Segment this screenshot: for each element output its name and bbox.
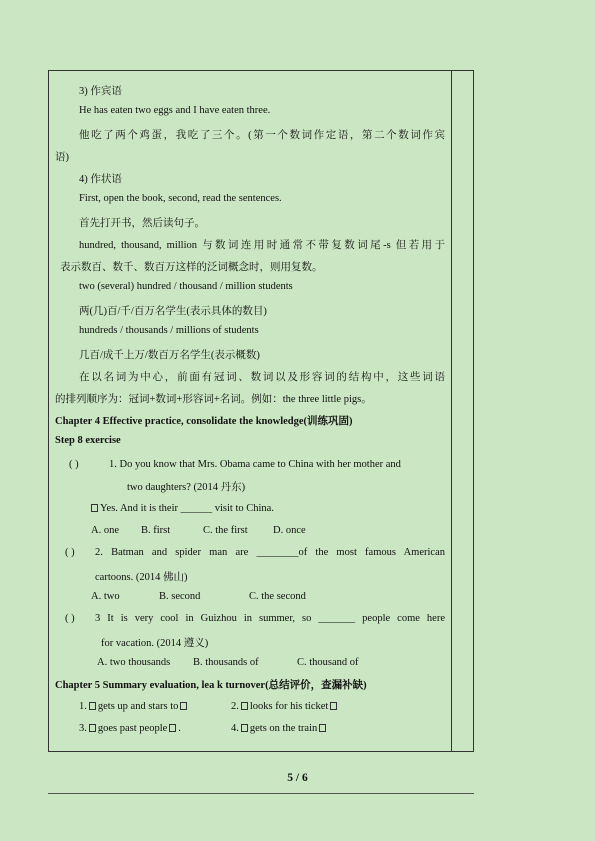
q1-reply: Yes. And it is their ______ visit to China.	[89, 503, 274, 514]
q1-stem-b: two daughters? (2014 丹东)	[127, 482, 246, 493]
step8-heading: Step 8 exercise	[55, 435, 121, 446]
line-15: 的排列顺序为：冠词+数词+形容词+名词。例如：the three little pigs。	[55, 394, 372, 405]
q1-option-b: B. first	[141, 525, 171, 536]
q3-option-a: A. two thousands	[97, 657, 171, 668]
checkbox-icon	[91, 504, 98, 512]
chapter4-heading: Chapter 4 Effective practice, consolidate the knowledge(训练巩固)	[55, 416, 353, 427]
line-11: 两(几)百/千/百万名学生(表示具体的数目)	[79, 306, 267, 317]
checkbox-icon	[319, 724, 326, 732]
line-9: 表示数百、数千、数百万这样的泛词概念时，则用复数。	[60, 262, 323, 273]
line-7: 首先打开书，然后读句子。	[79, 218, 205, 229]
line-10: two (several) hundred / thousand / million students	[79, 281, 293, 292]
q2-option-b: B. second	[159, 591, 201, 602]
line-2: He has eaten two eggs and I have eaten three.	[79, 105, 271, 116]
q2-option-c: C. the second	[249, 591, 306, 602]
q3-stem-a: 3 It is very cool in Guizhou in summer, so _______ people come here	[95, 613, 445, 624]
line-3: 他吃了两个鸡蛋，我吃了三个。(第一个数词作定语，第二个数词作宾	[79, 130, 445, 141]
document-table	[48, 70, 474, 752]
q2-answer-paren[interactable]: ( )	[65, 547, 75, 558]
line-1: 3) 作宾语	[79, 86, 122, 97]
q1-option-a: A. one	[91, 525, 119, 536]
q1-option-c: C. the first	[203, 525, 248, 536]
checkbox-icon	[241, 702, 248, 710]
summary-item-2: 2. looks for his ticket	[231, 701, 339, 712]
summary-item-1: 1. gets up and stars to	[79, 701, 189, 712]
q1-option-d: D. once	[273, 525, 306, 536]
q3-option-b: B. thousands of	[193, 657, 259, 668]
column-divider	[451, 71, 452, 751]
checkbox-icon	[89, 702, 96, 710]
q2-option-a: A. two	[91, 591, 120, 602]
q2-stem-a: 2. Batman and spider man are ________of the most famous American	[95, 547, 445, 558]
summary-item-4: 4. gets on the train	[231, 723, 328, 734]
line-8: hundred, thousand, million 与数词连用时通常不带复数词尾-s 但若用于	[79, 240, 445, 251]
checkbox-icon	[330, 702, 337, 710]
line-4: 语)	[55, 152, 69, 163]
footer-rule	[48, 793, 474, 794]
q2-stem-b: cartoons. (2014 佛山)	[95, 572, 188, 583]
q3-option-c: C. thousand of	[297, 657, 359, 668]
q1-answer-paren[interactable]: ( )	[69, 459, 79, 470]
chapter5-heading: Chapter 5 Summary evaluation, lea k turnover(总结评价，查漏补缺)	[55, 680, 367, 691]
line-12: hundreds / thousands / millions of students	[79, 325, 259, 336]
line-5: 4) 作状语	[79, 174, 122, 185]
q1-stem-a: 1. Do you know that Mrs. Obama came to China with her mother and	[109, 459, 401, 470]
checkbox-icon	[89, 724, 96, 732]
q3-answer-paren[interactable]: ( )	[65, 613, 75, 624]
page-number: 5 / 6	[287, 772, 308, 784]
q1-stem	[109, 459, 401, 470]
checkbox-icon	[180, 702, 187, 710]
line-6: First, open the book, second, read the sentences.	[79, 193, 282, 204]
q3-stem-b: for vacation. (2014 遵义)	[101, 638, 209, 649]
summary-item-3: 3. goes past people .	[79, 723, 181, 734]
checkbox-icon	[241, 724, 248, 732]
line-14: 在以名词为中心，前面有冠词、数词以及形容词的结构中，这些词语	[79, 372, 445, 383]
line-13: 几百/成千上万/数百万名学生(表示概数)	[79, 350, 260, 361]
checkbox-icon	[169, 724, 176, 732]
